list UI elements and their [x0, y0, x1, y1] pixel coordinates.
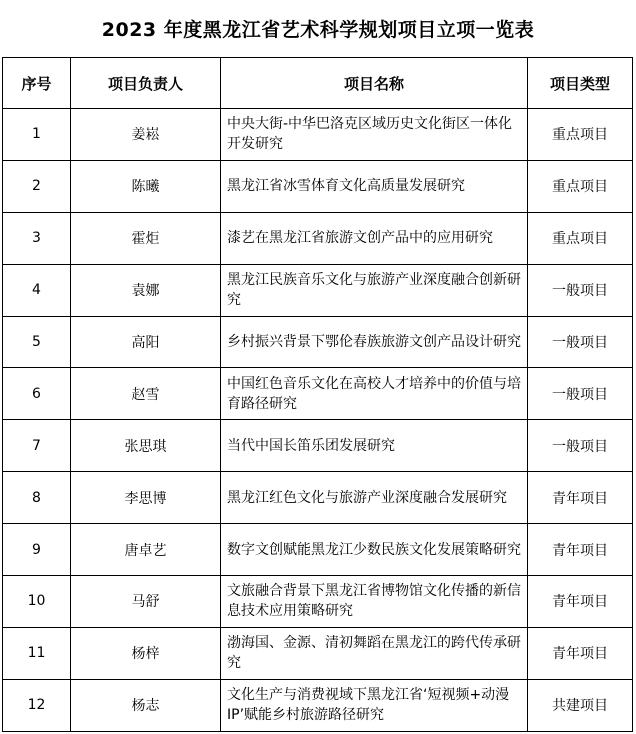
row-project-name: 漆艺在黑龙江省旅游文创产品中的应用研究: [221, 212, 528, 264]
row-leader: 杨志: [71, 679, 221, 731]
row-number: 10: [3, 576, 71, 628]
table-row: [3, 368, 633, 420]
row-number: 3: [3, 212, 71, 264]
row-project-type: 重点项目: [528, 212, 633, 264]
row-project-type: 青年项目: [528, 627, 633, 679]
row-project-name: 渤海国、金源、清初舞蹈在黑龙江的跨代传承研究: [221, 627, 528, 679]
row-project-name: 黑龙江民族音乐文化与旅游产业深度融合创新研究: [221, 264, 528, 316]
row-number: 2: [3, 160, 71, 212]
row-number: 8: [3, 472, 71, 524]
row-leader: 张思琪: [71, 420, 221, 472]
row-project-type: 重点项目: [528, 160, 633, 212]
row-project-name: 文化生产与消费视域下黑龙江省‘短视频+动漫 IP’赋能乡村旅游路径研究: [221, 679, 528, 731]
header-project-name: 项目名称: [221, 58, 528, 109]
row-leader: 姜崧: [71, 109, 221, 161]
row-project-name: 黑龙江省冰雪体育文化高质量发展研究: [221, 160, 528, 212]
row-leader: 杨梓: [71, 627, 221, 679]
row-project-type: 一般项目: [528, 264, 633, 316]
row-project-name: 当代中国长笛乐团发展研究: [221, 420, 528, 472]
table-row: [3, 264, 633, 316]
row-project-type: 青年项目: [528, 576, 633, 628]
table-row: [3, 524, 633, 576]
table-header-row: [3, 58, 633, 109]
row-project-name: 乡村振兴背景下鄂伦春族旅游文创产品设计研究: [221, 316, 528, 368]
table-row: [3, 109, 633, 161]
row-project-type: 青年项目: [528, 524, 633, 576]
row-leader: 陈曦: [71, 160, 221, 212]
row-project-type: 一般项目: [528, 420, 633, 472]
row-leader: 唐卓艺: [71, 524, 221, 576]
table-row: [3, 212, 633, 264]
row-number: 5: [3, 316, 71, 368]
table-row: [3, 679, 633, 731]
table-row: [3, 627, 633, 679]
row-leader: 李思博: [71, 472, 221, 524]
row-leader: 霍炬: [71, 212, 221, 264]
row-project-type: 重点项目: [528, 109, 633, 161]
row-project-type: 共建项目: [528, 679, 633, 731]
row-project-name: 中国红色音乐文化在高校人才培养中的价值与培育路径研究: [221, 368, 528, 420]
row-project-type: 一般项目: [528, 316, 633, 368]
row-project-type: 一般项目: [528, 368, 633, 420]
header-leader: 项目负责人: [71, 58, 221, 109]
header-project-type: 项目类型: [528, 58, 633, 109]
table-row: [3, 160, 633, 212]
row-leader: 高阳: [71, 316, 221, 368]
table-row: [3, 316, 633, 368]
row-number: 6: [3, 368, 71, 420]
row-leader: 赵雪: [71, 368, 221, 420]
row-project-name: 文旅融合背景下黑龙江省博物馆文化传播的新信息技术应用策略研究: [221, 576, 528, 628]
row-number: 12: [3, 679, 71, 731]
row-number: 4: [3, 264, 71, 316]
row-number: 1: [3, 109, 71, 161]
header-number: 序号: [3, 58, 71, 109]
row-project-name: 中央大街-中华巴洛克区域历史文化街区一体化开发研究: [221, 109, 528, 161]
row-leader: 马舒: [71, 576, 221, 628]
row-number: 9: [3, 524, 71, 576]
row-project-type: 青年项目: [528, 472, 633, 524]
row-project-name: 数字文创赋能黑龙江少数民族文化发展策略研究: [221, 524, 528, 576]
row-leader: 袁娜: [71, 264, 221, 316]
row-number: 7: [3, 420, 71, 472]
project-table: [2, 57, 633, 732]
table-row: [3, 420, 633, 472]
row-number: 11: [3, 627, 71, 679]
table-row: [3, 472, 633, 524]
row-project-name: 黑龙江红色文化与旅游产业深度融合发展研究: [221, 472, 528, 524]
page-title: 2023 年度黑龙江省艺术科学规划项目立项一览表: [101, 18, 535, 41]
table-row: [3, 576, 633, 628]
